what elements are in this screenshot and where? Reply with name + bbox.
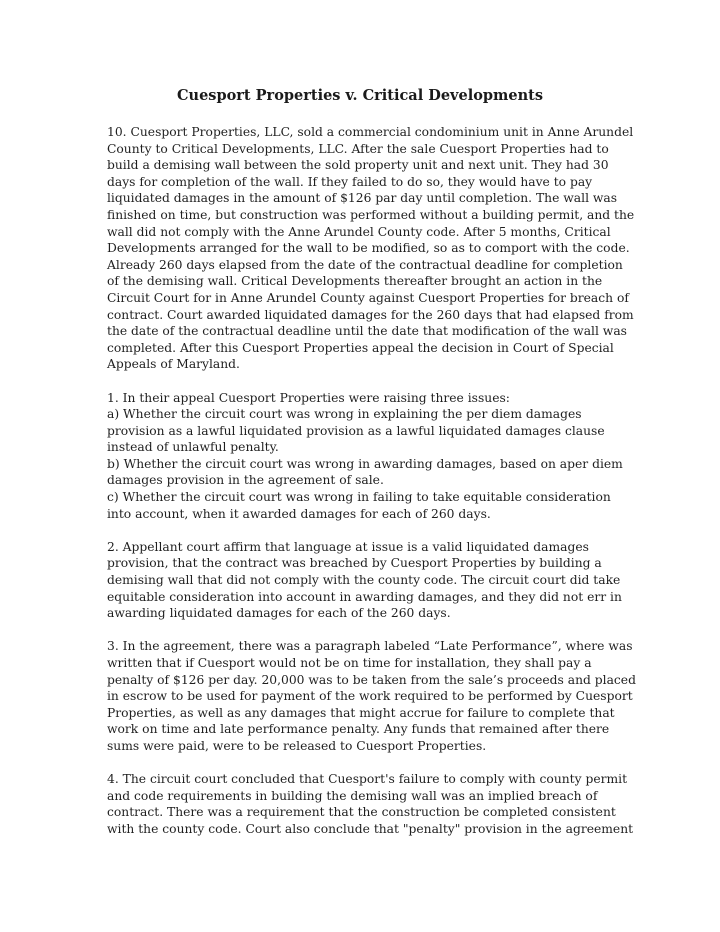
text-line: finished on time, but construction was performed without a building permit, and the: [107, 207, 635, 222]
text-line: Circuit Court for in Anne Arundel County against Cuesport Properties for breach of: [107, 290, 629, 305]
text-line: of the demising wall. Critical Developments thereafter brought an action in the: [107, 274, 603, 289]
text-line: provision, that the contract was breached by Cuesport Properties by building a: [107, 556, 602, 571]
text-line: completed. After this Cuesport Properties appeal the decision in Court of Special: [107, 340, 614, 355]
paragraph-3: [107, 539, 627, 622]
text-line: Appeals of Maryland.: [107, 357, 240, 372]
text-line: 2. Appellant court affirm that language at issue is a valid liquidated damages: [107, 539, 589, 554]
text-line: Properties, as well as any damages that might accrue for failure to complete that: [107, 705, 615, 720]
text-line: awarding liquidated damages for each of the 260 days.: [107, 606, 451, 621]
document-body: [107, 124, 636, 838]
paragraph-5: [107, 771, 634, 837]
paragraph-4: [107, 638, 636, 754]
text-line: liquidated damages in the amount of $126 par day until completion. The wall was: [107, 191, 618, 206]
text-line: wall did not comply with the Anne Arundel County code. After 5 months, Critical: [107, 224, 611, 239]
text-line: equitable consideration into account in awarding damages, and they did not err in: [107, 589, 622, 604]
text-line: build a demising wall between the sold property unit and next unit. They had 30: [107, 158, 609, 173]
text-line: written that if Cuesport would not be on time for installation, they shall pay a: [107, 656, 592, 670]
paragraph-1: [107, 124, 635, 373]
text-line: a) Whether the circuit court was wrong in explaining the per diem damages: [107, 407, 582, 422]
text-line: the date of the contractual deadline until the date that modification of the wall was: [107, 324, 627, 339]
paragraph-2: [107, 390, 627, 523]
text-line: County to Critical Developments, LLC. After the sale Cuesport Properties had to: [107, 141, 609, 156]
text-line: instead of unlawful penalty.: [107, 440, 279, 455]
text-line: Already 260 days elapsed from the date of the contractual deadline for completion: [107, 257, 623, 272]
document-title: Cuesport Properties v. Critical Developments: [176, 87, 543, 104]
text-line: days for completion of the wall. If they failed to do so, they would have to pay: [107, 174, 593, 189]
text-line: in escrow to be used for payment of the work required to be performed by Cuesport: [107, 689, 633, 704]
text-line: and code requirements in building the demising wall was an implied breach of: [107, 788, 598, 803]
text-line: with the county code. Court also conclude that "penalty" provision in the agreement: [107, 821, 634, 836]
text-line: b) Whether the circuit court was wrong in awarding damages, based on aper diem: [107, 456, 623, 471]
text-line: Developments arranged for the wall to be modified, so as to comport with the code.: [107, 241, 630, 256]
text-line: c) Whether the circuit court was wrong in failing to take equitable consideration: [107, 490, 611, 505]
text-line: 3. In the agreement, there was a paragraph labeled “Late Performance”, where was: [107, 639, 633, 654]
text-line: demising wall that did not comply with the county code. The circuit court did take: [107, 573, 621, 588]
text-line: contract. There was a requirement that the construction be completed consistent: [107, 805, 616, 820]
text-line: 1. In their appeal Cuesport Properties were raising three issues:: [107, 390, 510, 405]
text-line: into account, when it awarded damages for each of 260 days.: [107, 506, 491, 521]
paragraph-spacer: [107, 373, 627, 390]
paragraph-spacer: [107, 755, 627, 772]
text-line: contract. Court awarded liquidated damages for the 260 days that had elapsed from: [107, 307, 634, 322]
paragraph-spacer: [107, 622, 627, 639]
paragraph-spacer: [107, 522, 627, 539]
text-line: 10. Cuesport Properties, LLC, sold a commercial condominium unit in Anne Arundel: [107, 125, 634, 139]
text-line: 4. The circuit court concluded that Cuesport's failure to comply with county permit: [107, 772, 628, 787]
text-line: damages provision in the agreement of sale.: [107, 473, 384, 488]
text-line: sums were paid, were to be released to Cuesport Properties.: [107, 738, 487, 753]
text-line: penalty of $126 per day. 20,000 was to be taken from the sale’s proceeds and placed: [107, 672, 636, 687]
text-line: work on time and late performance penalty. Any funds that remained after there: [107, 722, 610, 737]
text-line: provision as a lawful liquidated provision as a lawful liquidated damages clause: [107, 423, 605, 438]
